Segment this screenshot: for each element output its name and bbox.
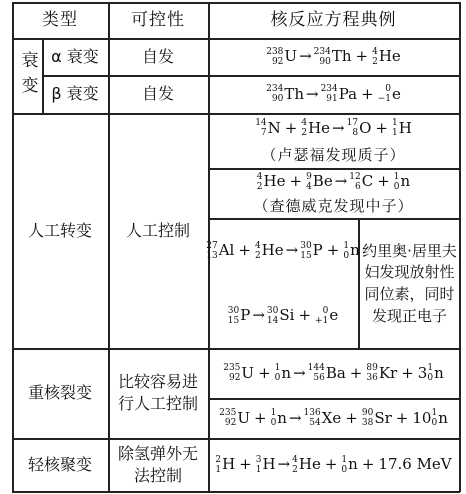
element-symbol: Xe [321, 408, 342, 427]
mass-number: 12 [349, 171, 361, 182]
nuclide [349, 171, 373, 191]
nuclide [228, 305, 251, 325]
neutron-discovery-note: （查德威克发现中子） [253, 197, 414, 216]
plus-symbol: + [349, 363, 363, 382]
coefficient: 10 [412, 408, 432, 427]
mass-number: 14 [255, 118, 267, 128]
nuclide [300, 240, 323, 260]
nuclide [394, 171, 410, 191]
atomic-number: 90 [271, 94, 284, 104]
mass-number: 238 [266, 46, 284, 57]
proton-discovery-note: （卢瑟福发现质子） [261, 146, 406, 165]
atomic-number: 15 [227, 315, 240, 326]
nuclide [255, 240, 284, 260]
plus-symbol: + [258, 363, 271, 382]
mass-number: 17 [346, 118, 359, 128]
element-symbol: Ba [325, 363, 346, 382]
arrow-symbol: → [305, 84, 319, 103]
atomic-number: 6 [355, 181, 361, 192]
mass-number: 1 [431, 408, 438, 418]
element-symbol: n [281, 363, 292, 382]
arrow-symbol: → [332, 118, 345, 137]
mass-number: 4 [256, 171, 263, 182]
mass-number: 30 [266, 305, 279, 316]
nuclide [308, 363, 346, 383]
arrow-symbol: → [288, 408, 302, 427]
mass-number: 0 [385, 84, 391, 94]
nuclide [275, 363, 291, 383]
atomic-number: −1 [377, 94, 391, 104]
mass-number: 4 [292, 454, 298, 465]
atomic-number: 1 [255, 464, 262, 475]
plus-symbol: + [355, 47, 369, 66]
element-symbol: Be [312, 172, 333, 191]
mass-number: 235 [223, 363, 241, 373]
atomic-number: 1 [215, 464, 222, 475]
plus-symbol: + [377, 172, 390, 191]
element-symbol: He [298, 455, 321, 474]
plus-symbol: + [289, 172, 303, 191]
nuclide [372, 46, 401, 66]
nuclide [256, 454, 276, 474]
element-symbol: He [308, 118, 331, 137]
atomic-number: 0 [343, 250, 350, 261]
nuclide [223, 363, 254, 383]
arrow-symbol: → [285, 241, 299, 260]
coefficient: 3 [417, 363, 428, 382]
element-symbol: Pa [338, 84, 358, 103]
mass-number: 3 [255, 454, 262, 465]
atomic-number: 0 [270, 418, 277, 428]
plus-symbol: + [253, 408, 267, 427]
beta-decay-type: β 衰变 [51, 84, 99, 104]
nuclide [427, 363, 443, 383]
mass-number: 136 [303, 408, 321, 418]
mass-number: 1 [391, 118, 398, 128]
mass-number: 90 [361, 408, 374, 418]
mass-number: 1 [427, 363, 434, 373]
plus-symbol: + [326, 241, 340, 260]
nuclide [267, 305, 295, 325]
plus-symbol: + [401, 363, 414, 382]
nuclide [301, 118, 330, 138]
element-symbol: O [359, 118, 372, 137]
nuclide [347, 118, 372, 138]
alpha-decay-type: α 衰变 [51, 46, 99, 66]
atomic-number: 0 [431, 418, 438, 428]
mass-number: 1 [343, 240, 350, 251]
plus-symbol: + [238, 241, 251, 260]
mass-number: 235 [219, 408, 237, 418]
plus-symbol: + [298, 306, 312, 325]
beta-decay-equation [208, 75, 459, 113]
element-symbol: n [350, 241, 360, 260]
mass-number: 1 [393, 171, 400, 182]
energy-term: 17.6 MeV [378, 455, 452, 474]
element-symbol: Th [284, 84, 304, 103]
mass-number: 234 [320, 84, 338, 94]
nuclide [341, 454, 357, 474]
atomic-number: 0 [427, 373, 434, 383]
header-example: 核反应方程典例 [270, 9, 397, 30]
mass-number: 4 [254, 240, 261, 251]
atomic-number: 0 [341, 464, 348, 475]
phosphorus-equation [208, 218, 358, 283]
nuclide [366, 363, 397, 383]
mass-number: 30 [227, 305, 240, 316]
curie-discovery-note: 约里奥·居里夫妇发现放射性同位素，同时发现正电子 [362, 241, 457, 325]
mass-number: 144 [307, 363, 325, 373]
atomic-number: 2 [292, 464, 298, 475]
fusion-type: 轻核聚变 [27, 454, 92, 474]
table-border [12, 491, 460, 493]
atomic-number: 8 [352, 128, 359, 138]
header-type: 类型 [42, 9, 78, 30]
plus-symbol: + [375, 118, 388, 137]
element-symbol: P [312, 241, 323, 260]
table-border [459, 2, 461, 492]
element-symbol: n [400, 172, 411, 191]
atomic-number: 2 [254, 250, 261, 261]
beta-decay-control: 自发 [141, 84, 174, 104]
element-symbol: U [284, 47, 298, 66]
element-symbol: n [277, 408, 287, 427]
element-symbol: e [391, 84, 401, 103]
element-symbol: P [240, 306, 251, 325]
plus-symbol: + [284, 118, 298, 137]
atomic-number: 2 [372, 56, 378, 67]
element-symbol: C [361, 172, 374, 191]
atomic-number: 92 [271, 56, 284, 67]
atomic-number: 2 [256, 181, 263, 192]
element-symbol: Al [218, 241, 235, 260]
atomic-number: 54 [309, 418, 321, 428]
element-symbol: n [438, 408, 448, 427]
nuclide [266, 46, 297, 66]
alpha-decay-control: 自发 [141, 46, 174, 66]
nuclide [321, 84, 358, 104]
nuclide [392, 118, 412, 138]
element-symbol: He [378, 47, 401, 66]
proton-discovery-equation [208, 113, 459, 143]
mass-number: 234 [313, 46, 331, 57]
element-symbol: He [261, 241, 284, 260]
atomic-number: 4 [306, 181, 312, 192]
fission-control: 比较容易进行人工控制 [117, 372, 198, 413]
nuclide [314, 46, 352, 66]
nuclide [306, 171, 333, 191]
atomic-number: 92 [228, 373, 241, 383]
plus-symbol: + [345, 408, 358, 427]
element-symbol: U [237, 408, 250, 427]
alpha-decay-equation [208, 38, 459, 75]
arrow-symbol: → [293, 363, 306, 382]
nuclide [431, 408, 447, 428]
atomic-number: 2 [301, 128, 308, 138]
mass-number: 2 [215, 454, 222, 465]
arrow-symbol: → [334, 172, 348, 191]
element-symbol: U [241, 363, 255, 382]
element-symbol: He [263, 172, 286, 191]
fission-equation-2 [208, 398, 459, 438]
nuclide [271, 408, 287, 428]
atomic-number: 14 [266, 315, 279, 326]
atomic-number: 91 [326, 94, 338, 104]
element-symbol: e [329, 306, 339, 325]
nuclide [257, 171, 286, 191]
mass-number: 9 [306, 171, 312, 182]
mass-number: 4 [301, 118, 308, 128]
nuclide [315, 305, 338, 325]
atomic-number: 90 [319, 56, 331, 67]
arrow-symbol: → [277, 455, 291, 474]
fusion-equation [208, 438, 459, 491]
atomic-number: 38 [361, 418, 374, 428]
element-symbol: H [222, 455, 236, 474]
element-symbol: H [262, 455, 276, 474]
element-symbol: n [434, 363, 444, 382]
element-symbol: N [267, 118, 281, 137]
element-symbol: H [398, 118, 412, 137]
arrow-symbol: → [299, 47, 312, 66]
mass-number: 1 [274, 363, 281, 373]
mass-number: 1 [341, 454, 348, 465]
nuclide [343, 240, 359, 260]
mass-number: 1 [270, 408, 277, 418]
nuclide [304, 408, 342, 428]
element-symbol: Si [279, 306, 295, 325]
atomic-number: 13 [206, 250, 218, 261]
plus-symbol: + [361, 84, 374, 103]
mass-number: 27 [206, 240, 218, 251]
nuclide [255, 118, 281, 138]
arrow-symbol: → [252, 306, 265, 325]
mass-number: 30 [300, 240, 312, 251]
transmutation-control: 人工控制 [125, 220, 190, 240]
element-symbol: Th [331, 47, 352, 66]
fission-type: 重核裂变 [27, 383, 92, 403]
plus-symbol: + [324, 455, 338, 474]
mass-number: 234 [266, 84, 284, 94]
header-control: 可控性 [131, 9, 185, 30]
plus-symbol: + [239, 455, 252, 474]
element-symbol: Sr [374, 408, 392, 427]
nuclide [292, 454, 321, 474]
atomic-number: 7 [260, 128, 267, 138]
element-symbol: n [348, 455, 358, 474]
mass-number: 0 [322, 305, 329, 316]
fusion-control: 除氢弹外无法控制 [117, 444, 198, 485]
atomic-number: 15 [300, 250, 312, 261]
nuclide [215, 454, 235, 474]
mass-number: 89 [366, 363, 378, 373]
neutron-discovery-equation [208, 168, 459, 195]
atomic-number: 0 [393, 181, 400, 192]
atomic-number: 0 [274, 373, 281, 383]
element-symbol: Kr [378, 363, 398, 382]
table-border [358, 218, 360, 349]
plus-symbol: + [361, 455, 375, 474]
transmutation-type: 人工转变 [27, 220, 92, 240]
decay-group-label: 衰变 [17, 50, 38, 101]
positron-equation [208, 283, 358, 348]
plus-symbol: + [395, 408, 409, 427]
nuclide [266, 84, 304, 104]
atomic-number: 56 [313, 373, 325, 383]
mass-number: 4 [372, 46, 378, 57]
fission-equation-1 [208, 348, 459, 398]
nuclide [219, 408, 250, 428]
atomic-number: +1 [315, 315, 329, 326]
nuclide [362, 408, 392, 428]
nuclide [206, 240, 234, 260]
atomic-number: 1 [391, 128, 398, 138]
atomic-number: 92 [224, 418, 237, 428]
atomic-number: 36 [366, 373, 378, 383]
nuclide [378, 84, 401, 104]
